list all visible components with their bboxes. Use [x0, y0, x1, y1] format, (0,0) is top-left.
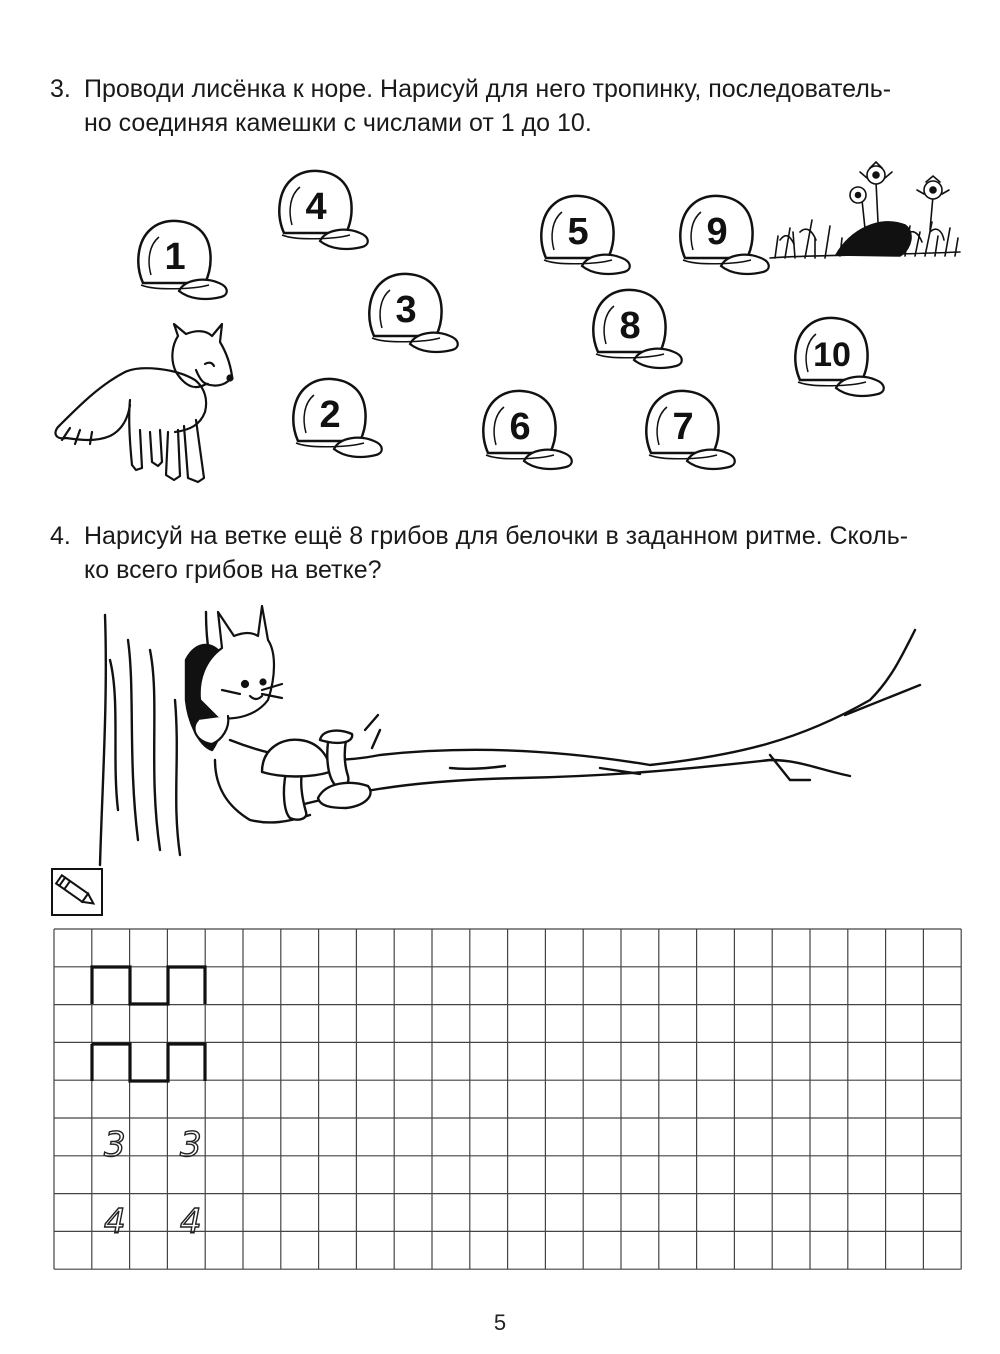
grid-pattern-bottom: [92, 1044, 205, 1081]
pencil-icon: [52, 869, 102, 915]
task-3-number: 3.: [50, 75, 71, 103]
grid-digit-3-b: 3: [180, 1125, 202, 1165]
mushroom-1: [262, 740, 330, 820]
grid-digit-3-a: 3: [104, 1125, 126, 1165]
grid-digit-4-b: 4: [180, 1202, 202, 1242]
stone-7-number: 7: [672, 406, 694, 448]
task-3-line-1: Проводи лисёнка к норе. Нарисуй для него тропинку, последователь-: [84, 75, 892, 103]
task-3-line-2: но соединяя камешки с числами от 1 до 10.: [84, 109, 592, 137]
fox-illustration: [55, 324, 232, 482]
task-4-line-2: ко всего грибов на ветке?: [84, 556, 382, 584]
burrow-illustration: [770, 162, 960, 258]
grid-pattern-top: [92, 967, 205, 1004]
stone-9: [680, 196, 768, 274]
stone-10: [795, 318, 883, 396]
stone-3: [369, 274, 457, 352]
stone-8: [593, 290, 681, 368]
stone-8-number: 8: [619, 305, 641, 347]
task-4-line-1: Нарисуй на ветке ещё 8 грибов для белочки в заданном ритме. Сколь-: [84, 522, 909, 550]
task-4-number: 4.: [50, 522, 71, 550]
squirrel-illustration: [194, 606, 282, 744]
stone-6: [483, 391, 571, 469]
grid-digit-4-a: 4: [104, 1202, 126, 1242]
stone-1: [138, 221, 226, 299]
stone-1-number: 1: [164, 236, 186, 278]
stone-7: [646, 391, 734, 469]
page-number: 5: [493, 1310, 507, 1335]
stone-2: [293, 379, 381, 457]
stone-2-number: 2: [319, 394, 341, 436]
stone-5: [541, 196, 629, 274]
stone-6-number: 6: [509, 406, 531, 448]
stone-4-number: 4: [305, 186, 327, 228]
stone-3-number: 3: [395, 289, 417, 331]
stone-10-number: 10: [813, 336, 851, 374]
stone-9-number: 9: [706, 211, 728, 253]
stone-4: [279, 171, 367, 249]
stone-5-number: 5: [567, 211, 589, 253]
